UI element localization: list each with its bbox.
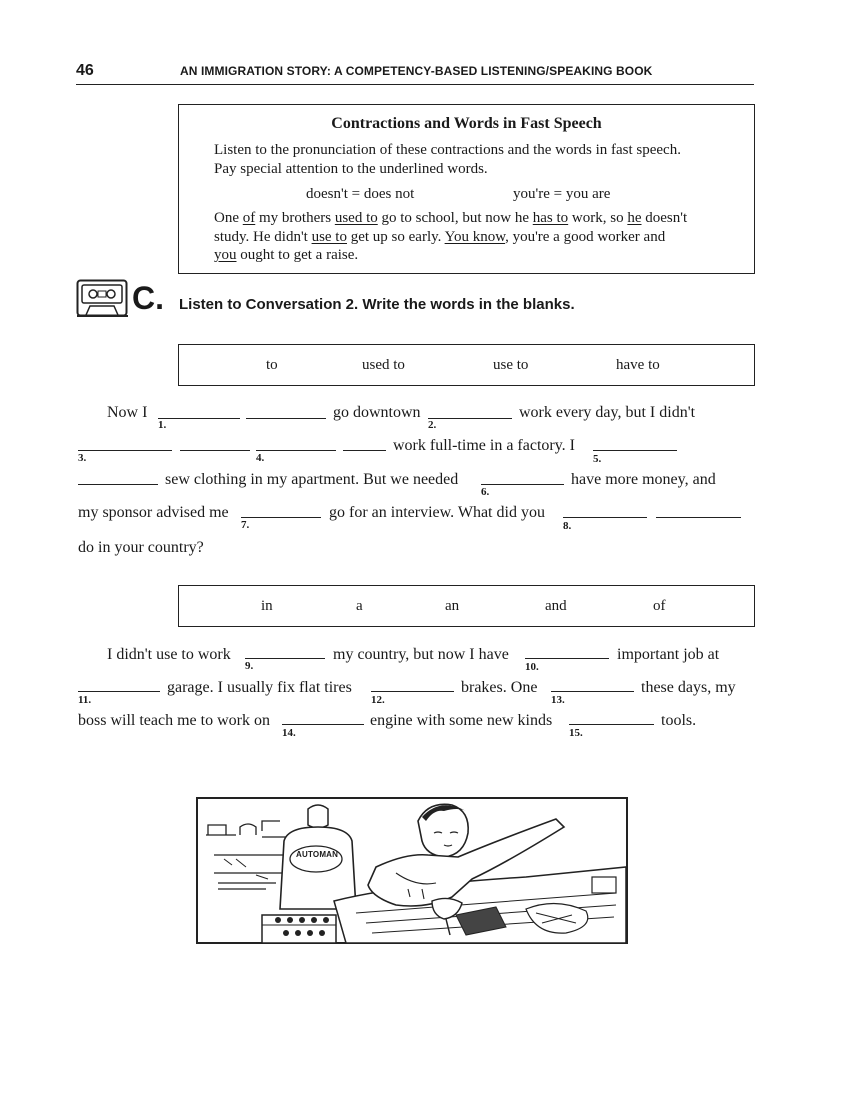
answer-blank-1b[interactable]: [246, 418, 326, 419]
passage-text: Now I: [107, 404, 148, 421]
answer-blank-13[interactable]: [551, 691, 634, 692]
blank-number: 6.: [481, 486, 490, 498]
equals-sign: =: [553, 186, 563, 202]
word-option: an: [445, 598, 460, 614]
word-option: used to: [362, 357, 405, 373]
text-span: ought to get a raise.: [236, 247, 359, 263]
passage-text: work every day, but I didn't: [519, 404, 696, 421]
example-2-expansion: you are: [565, 186, 611, 202]
passage-text: my country, but now I have: [333, 646, 509, 663]
underlined-word: has to: [532, 210, 569, 226]
page-number: 46: [76, 62, 94, 79]
text-span: get up so early.: [346, 229, 445, 245]
answer-blank-11[interactable]: [78, 691, 160, 692]
passage-text: go downtown: [333, 404, 421, 421]
passage-text: garage. I usually fix flat tires: [167, 679, 352, 696]
word-option: in: [261, 598, 273, 614]
passage-text: go for an interview. What did you: [329, 504, 545, 521]
passage-text: work full-time in a factory. I: [393, 437, 576, 454]
answer-blank-8[interactable]: [563, 517, 647, 518]
header-rule: [76, 84, 754, 85]
word-option: a: [356, 598, 363, 614]
text-span: study. He didn't: [214, 229, 312, 245]
answer-blank-2[interactable]: [428, 418, 512, 419]
running-title: AN IMMIGRATION STORY: A COMPETENCY-BASED LISTENING/SPEAKING BOOK: [180, 64, 653, 78]
blank-number: 12.: [371, 694, 385, 706]
word-option: to: [266, 357, 278, 373]
jacket-logo: AUTOMAN: [296, 850, 339, 859]
answer-blank-10[interactable]: [525, 658, 609, 659]
word-option: use to: [493, 357, 529, 373]
mechanic-illustration: [196, 797, 628, 944]
text-span: go to school, but now he: [377, 210, 533, 226]
contractions-title: Contractions and Words in Fast Speech: [331, 115, 602, 132]
underlined-word: used to: [334, 210, 378, 226]
blank-number: 11.: [78, 694, 92, 706]
word-box-1: [178, 344, 755, 386]
answer-blank-8b[interactable]: [656, 517, 741, 518]
cassette-tape-icon: [76, 279, 128, 317]
word-option: have to: [616, 357, 660, 373]
answer-blank-4b[interactable]: [343, 450, 386, 451]
blank-number: 4.: [256, 452, 265, 464]
blank-number: 3.: [78, 452, 87, 464]
example-1-expansion: does not: [363, 186, 415, 202]
section-instruction: Listen to Conversation 2. Write the words in the blanks.: [179, 296, 575, 313]
passage-text: have more money, and: [571, 471, 716, 488]
answer-blank-5b[interactable]: [78, 484, 158, 485]
instructions-line-1: Listen to the pronunciation of these contractions and the words in fast speech.: [214, 142, 681, 158]
underlined-word: he: [627, 210, 642, 226]
passage-text: tools.: [661, 712, 697, 729]
example-1-contraction: doesn't: [306, 186, 348, 202]
passage-text: engine with some new kinds: [370, 712, 553, 729]
answer-blank-14[interactable]: [282, 724, 364, 725]
word-option: of: [653, 598, 666, 614]
word-option: and: [545, 598, 567, 614]
passage-text: do in your country?: [78, 539, 204, 556]
passage-text: I didn't use to work: [107, 646, 231, 663]
underlined-word: you: [214, 247, 237, 263]
underlined-word: use to: [311, 229, 347, 245]
blank-number: 8.: [563, 520, 572, 532]
blank-number: 1.: [158, 419, 167, 431]
answer-blank-12[interactable]: [371, 691, 454, 692]
blank-number: 7.: [241, 519, 250, 531]
text-span: work, so: [568, 210, 628, 226]
passage-text: sew clothing in my apartment. But we needed: [165, 471, 459, 488]
passage-text: these days, my: [641, 679, 736, 696]
example-1: [306, 185, 414, 204]
example-2: [513, 185, 610, 204]
answer-blank-3[interactable]: [78, 450, 172, 451]
passage-text: my sponsor advised me: [78, 504, 229, 521]
text-span: , you're a good worker and: [505, 229, 666, 245]
paragraph-line-1: [214, 209, 687, 228]
answer-blank-5[interactable]: [593, 450, 677, 451]
paragraph-line-2: [214, 228, 665, 247]
answer-blank-9[interactable]: [245, 658, 325, 659]
blank-number: 10.: [525, 661, 539, 673]
answer-blank-1[interactable]: [158, 418, 240, 419]
text-span: my brothers: [255, 210, 335, 226]
underlined-word: You know: [444, 229, 506, 245]
paragraph-line-3: [214, 246, 358, 265]
text-span: One: [214, 210, 243, 226]
blank-number: 13.: [551, 694, 565, 706]
section-letter: C.: [132, 280, 164, 316]
underlined-word: of: [242, 210, 256, 226]
answer-blank-3b[interactable]: [180, 450, 250, 451]
passage-text: boss will teach me to work on: [78, 712, 270, 729]
contractions-box: [178, 104, 755, 274]
blank-number: 5.: [593, 453, 602, 465]
instructions-line-2: Pay special attention to the underlined words.: [214, 161, 488, 177]
equals-sign: =: [351, 186, 361, 202]
word-box-2: [178, 585, 755, 627]
blank-number: 9.: [245, 660, 254, 672]
blank-number: 15.: [569, 727, 583, 739]
text-span: doesn't: [641, 210, 688, 226]
passage-text: brakes. One: [461, 679, 538, 696]
answer-blank-7[interactable]: [241, 517, 321, 518]
answer-blank-15[interactable]: [569, 724, 654, 725]
example-2-contraction: you're: [513, 186, 550, 202]
passage-text: important job at: [617, 646, 720, 663]
blank-number: 14.: [282, 727, 296, 739]
answer-blank-4[interactable]: [256, 450, 336, 451]
blank-number: 2.: [428, 419, 437, 431]
answer-blank-6[interactable]: [481, 484, 564, 485]
